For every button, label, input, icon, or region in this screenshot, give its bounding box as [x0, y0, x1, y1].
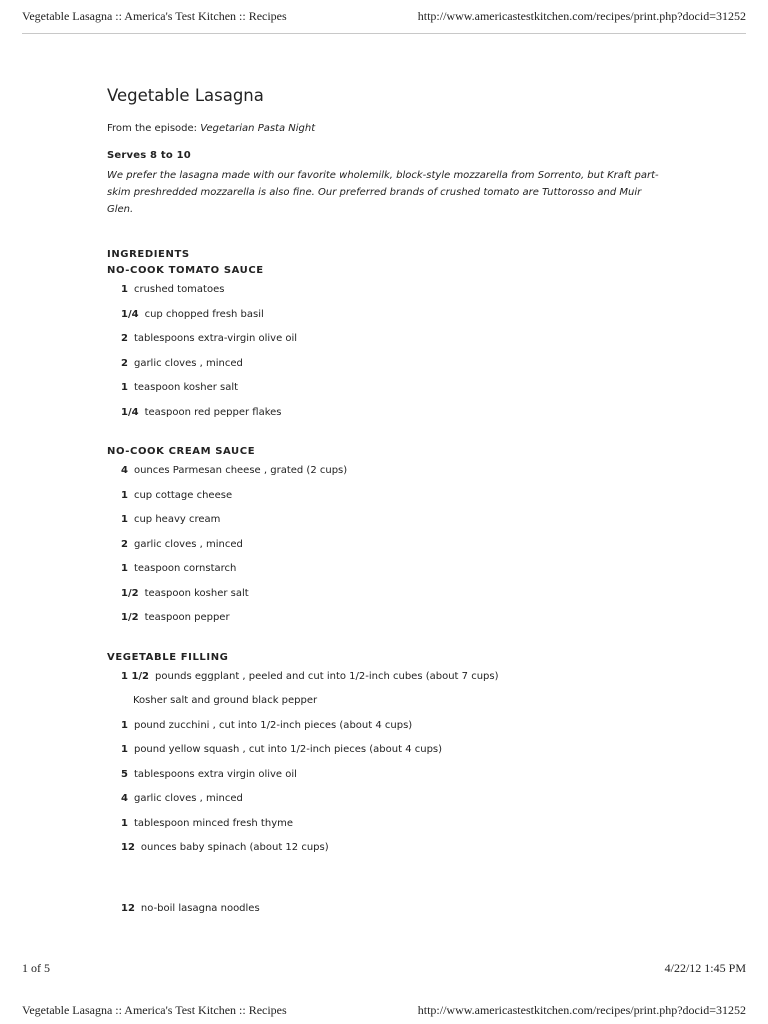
ingredient-text: garlic cloves , minced: [133, 793, 243, 804]
serves-text: Serves 8 to 10: [107, 150, 191, 161]
ingredient-item: [121, 489, 667, 514]
ingredient-list: [121, 670, 667, 866]
ingredient-item: [121, 817, 667, 842]
ingredient-text: tablespoons extra-virgin olive oil: [133, 333, 298, 344]
ingredient-item: [121, 308, 667, 333]
ingredient-qty: 5: [121, 768, 128, 780]
ingredient-text: teaspoon cornstarch: [133, 563, 237, 574]
ingredient-section: [107, 444, 667, 636]
print-header-title: Vegetable Lasagna :: America's Test Kitchen :: Recipes: [22, 9, 287, 23]
ingredient-item: [121, 381, 667, 406]
ingredient-item: [121, 587, 667, 612]
ingredient-qty: 2: [121, 357, 128, 369]
print-datetime: 4/22/12 1:45 PM: [664, 961, 746, 975]
ingredient-item: [121, 513, 667, 538]
ingredient-text: cup heavy cream: [133, 514, 221, 525]
ingredient-text: cup cottage cheese: [133, 489, 233, 501]
ingredient-qty: 1/4: [121, 308, 139, 320]
ingredient-qty: 1/2: [121, 587, 139, 599]
ingredient-item: [121, 332, 667, 357]
ingredient-text: teaspoon kosher salt: [144, 587, 249, 599]
header-divider: [22, 33, 746, 34]
ingredient-item: [121, 768, 667, 793]
episode-prefix: From the episode:: [107, 123, 201, 134]
page-number: 1 of 5: [22, 961, 50, 975]
ingredient-text: Kosher salt and ground black pepper: [133, 695, 318, 706]
ingredient-list: [121, 283, 667, 430]
ingredient-text: no-boil lasagna noodles: [140, 902, 260, 914]
ingredient-item: [121, 719, 667, 744]
ingredient-text: tablespoon minced fresh thyme: [133, 817, 294, 829]
recipe-intro: We prefer the lasagna made with our favorite wholemilk, block-style mozzarella from Sorrento, but Kraft part-skim preshredded mozzarella is also fine. Our preferred brands of crushed tomato are Tuttorosso and Muir Glen.: [107, 170, 659, 215]
ingredient-text: teaspoon red pepper flakes: [144, 406, 282, 418]
ingredient-qty: 2: [121, 538, 128, 550]
ingredient-text: ounces baby spinach (about 12 cups): [140, 842, 329, 853]
ingredient-item: [121, 357, 667, 382]
section-title: NO-COOK TOMATO SAUCE: [107, 265, 264, 276]
ingredient-qty: 12: [121, 842, 135, 853]
ingredient-qty: 4: [121, 465, 128, 476]
ingredient-item: [121, 611, 667, 636]
next-page-header: [22, 1003, 746, 1018]
ingredient-item: [121, 562, 667, 587]
ingredient-qty: 1/2: [121, 612, 139, 623]
ingredient-qty: 1/4: [121, 406, 139, 418]
ingredient-text: ounces Parmesan cheese , grated (2 cups): [133, 465, 348, 476]
ingredient-text: pound zucchini , cut into 1/2-inch pieces (about 4 cups): [133, 719, 413, 731]
ingredient-text: tablespoons extra virgin olive oil: [133, 768, 297, 780]
print-header-url: http://www.americastestkitchen.com/recipes/print.php?docid=31252: [417, 9, 746, 23]
ingredient-text: garlic cloves , minced: [133, 538, 243, 550]
ingredient-item: [121, 464, 667, 489]
ingredient-text: pound yellow squash , cut into 1/2-inch pieces (about 4 cups): [133, 744, 443, 755]
ingredient-qty: 1: [121, 817, 128, 829]
next-page-url: http://www.americastestkitchen.com/recipes/print.php?docid=31252: [417, 1003, 746, 1017]
ingredient-text: garlic cloves , minced: [133, 357, 243, 369]
ingredient-qty: 1: [121, 489, 128, 501]
ingredient-item: [121, 670, 667, 695]
ingredient-text: crushed tomatoes: [133, 284, 225, 295]
ingredient-item: [121, 792, 667, 817]
ingredient-qty: 1: [121, 744, 128, 755]
ingredient-qty: 1 1/2: [121, 670, 150, 682]
ingredient-qty: 12: [121, 902, 135, 914]
ingredient-item: [121, 406, 667, 431]
ingredient-text: cup chopped fresh basil: [144, 308, 264, 320]
print-footer: [22, 961, 746, 976]
ingredient-qty: 2: [121, 333, 128, 344]
episode-name: Vegetarian Pasta Night: [200, 123, 316, 134]
recipe-title: Vegetable Lasagna: [107, 86, 264, 105]
ingredients-heading: INGREDIENTS: [107, 249, 190, 260]
recipe-content: [107, 86, 667, 926]
ingredient-sections: [107, 263, 667, 866]
ingredient-item: [121, 283, 667, 308]
ingredient-qty: 1: [121, 284, 128, 295]
print-header: [22, 9, 746, 24]
section-title: NO-COOK CREAM SAUCE: [107, 446, 256, 457]
ingredient-text: teaspoon kosher salt: [133, 382, 239, 393]
section-title: VEGETABLE FILLING: [107, 651, 229, 663]
ingredient-item: [121, 841, 667, 866]
ingredient-item: [121, 694, 667, 719]
ingredient-qty: 1: [121, 382, 128, 393]
ingredient-item: [121, 538, 667, 563]
ingredient-item: [121, 743, 667, 768]
ingredient-text: teaspoon pepper: [144, 612, 230, 623]
ingredient-section: [107, 263, 667, 430]
ingredient-section: [107, 650, 667, 866]
episode-line: [107, 123, 667, 134]
ingredient-list: [121, 464, 667, 636]
ingredient-qty: 1: [121, 563, 128, 574]
ingredient-qty: 1: [121, 514, 128, 525]
ingredient-item-noodles: [121, 902, 667, 927]
ingredient-qty: 4: [121, 793, 128, 804]
ingredient-qty: 1: [121, 719, 128, 731]
ingredient-text: pounds eggplant , peeled and cut into 1/2-inch cubes (about 7 cups): [155, 670, 499, 682]
next-page-title: Vegetable Lasagna :: America's Test Kitchen :: Recipes: [22, 1003, 287, 1017]
